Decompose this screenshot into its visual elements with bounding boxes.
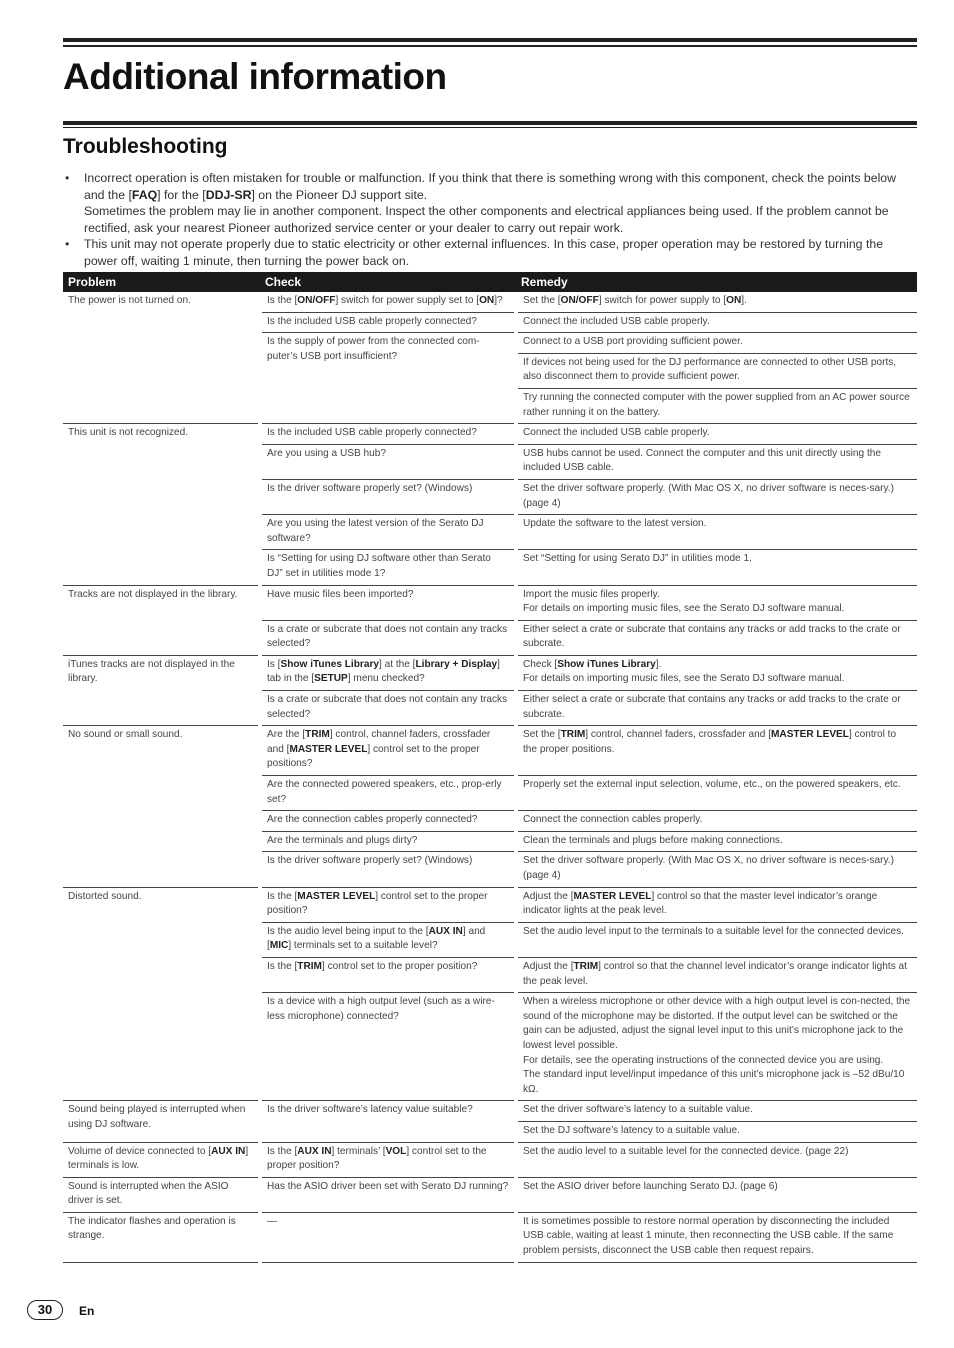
check-cell: — [260,1212,516,1262]
problem-cell: The indicator flashes and operation is strange. [63,1212,260,1262]
problem-cell: Tracks are not displayed in the library. [63,585,260,655]
table-row [63,726,917,776]
remedy-cell: Connect the included USB cable properly. [516,312,917,333]
problem-cell: No sound or small sound. [63,726,260,887]
remedy-cell: Try running the connected computer with the power supplied from an AC power source rather running it on the battery. [516,388,917,423]
table-row [63,1212,917,1262]
troubleshooting-table [63,272,917,1263]
check-cell: Is the [AUX IN] terminals’ [VOL] control set to the proper position? [260,1142,516,1177]
remedy-cell: Either select a crate or subcrate that contains any tracks or add tracks to the crate or subcrate. [516,620,917,655]
table-body [63,292,917,1262]
table-row [63,424,917,445]
top-rule [63,38,917,47]
check-cell: Is the [ON/OFF] switch for power supply set to [ON]? [260,292,516,312]
check-cell: Are you using the latest version of the Serato DJ software? [260,515,516,550]
check-cell: Are the connected powered speakers, etc., prop-erly set? [260,776,516,811]
remedy-cell: Set the [ON/OFF] switch for power supply to [ON]. [516,292,917,312]
remedy-cell: Set “Setting for using Serato DJ” in utilities mode 1. [516,550,917,585]
table-row [63,887,917,922]
check-cell: Have music files been imported? [260,585,516,620]
check-cell: Is “Setting for using DJ software other than Serato DJ” set in utilities mode 1? [260,550,516,585]
problem-cell: The power is not turned on. [63,292,260,424]
check-cell: Are you using a USB hub? [260,444,516,479]
remedy-cell: Set the audio level input to the terminals to a suitable level for the connected devices. [516,922,917,957]
check-cell: Is a crate or subcrate that does not contain any tracks selected? [260,691,516,726]
remedy-cell: If devices not being used for the DJ performance are connected to other USB ports, also disconnect them to provide sufficient power. [516,353,917,388]
language-label: En [79,1304,95,1318]
table-row [63,655,917,690]
table-row [63,292,917,312]
remedy-cell: Import the music files properly. For details on importing music files, see the Serato DJ software manual. [516,585,917,620]
remedy-cell: USB hubs cannot be used. Connect the computer and this unit directly using the included USB cable. [516,444,917,479]
check-cell: Is the [MASTER LEVEL] control set to the proper position? [260,887,516,922]
header-problem: Problem [63,272,260,292]
check-cell: Are the connection cables properly connected? [260,811,516,832]
remedy-cell: Check [Show iTunes Library]. For details on importing music files, see the Serato DJ software manual. [516,655,917,690]
remedy-cell: Connect the connection cables properly. [516,811,917,832]
problem-cell: Volume of device connected to [AUX IN] terminals is low. [63,1142,260,1177]
check-cell: Is [Show iTunes Library] at the [Library + Display] tab in the [SETUP] menu checked? [260,655,516,690]
problem-cell: This unit is not recognized. [63,424,260,585]
problem-cell: Distorted sound. [63,887,260,1101]
check-cell: Is the driver software properly set? (Windows) [260,479,516,514]
remedy-cell: Connect the included USB cable properly. [516,424,917,445]
remedy-cell: Set the driver software’s latency to a suitable value. [516,1101,917,1122]
remedy-cell: Set the driver software properly. (With Mac OS X, no driver software is neces-sary.) (page 4) [516,479,917,514]
check-cell: Is the included USB cable properly connected? [260,424,516,445]
check-cell: Has the ASIO driver been set with Serato DJ running? [260,1177,516,1212]
check-cell: Is the audio level being input to the [AUX IN] and [MIC] terminals set to a suitable level? [260,922,516,957]
table-header-row [63,272,917,292]
table-row [63,585,917,620]
intro-bullet: • This unit may not operate properly due to static electricity or other external influences. In this case, proper operation may be restored by turning the power off, waiting 1 minute, then turning the power back on. [63,236,917,269]
check-cell: Is the included USB cable properly connected? [260,312,516,333]
remedy-cell: Set the audio level to a suitable level for the connected device. (page 22) [516,1142,917,1177]
remedy-cell: Either select a crate or subcrate that contains any tracks or add tracks to the crate or subcrate. [516,691,917,726]
remedy-cell: Adjust the [TRIM] control so that the channel level indicator’s orange indicator lights at the peak level. [516,957,917,992]
check-cell: Is a device with a high output level (such as a wire-less microphone) connected? [260,993,516,1101]
header-remedy: Remedy [516,272,917,292]
remedy-cell: Set the DJ software’s latency to a suitable value. [516,1121,917,1142]
table-row [63,1142,917,1177]
check-cell: Is the driver software’s latency value suitable? [260,1101,516,1142]
intro-bullet: • Incorrect operation is often mistaken for trouble or malfunction. If you think that there is something wrong with this component, check the points below and the [FAQ] for the [DDJ-SR] on the Pioneer DJ support site. Sometimes the problem may lie in another component. Inspect the other components and electrical appliances being used. If the problem cannot be rectified, ask your nearest Pioneer authorized service center or your dealer to carry out repair work. [63,170,917,236]
section-heading: Troubleshooting [63,135,228,158]
table-row [63,1101,917,1122]
remedy-cell: Set the ASIO driver before launching Serato DJ. (page 6) [516,1177,917,1212]
remedy-cell: Set the [TRIM] control, channel faders, crossfader and [MASTER LEVEL] control to the proper positions. [516,726,917,776]
check-cell: Is a crate or subcrate that does not contain any tracks selected? [260,620,516,655]
remedy-cell: Adjust the [MASTER LEVEL] control so that the master level indicator’s orange indicator lights at the peak level. [516,887,917,922]
problem-cell: Sound is interrupted when the ASIO driver is set. [63,1177,260,1212]
page-title: Additional information [63,56,447,97]
check-cell: Are the terminals and plugs dirty? [260,831,516,852]
remedy-cell: Clean the terminals and plugs before making connections. [516,831,917,852]
table-row [63,1177,917,1212]
remedy-cell: It is sometimes possible to restore normal operation by disconnecting the included USB cable, waiting at least 1 minute, then reconnecting the USB cable. If the same problem persists, disconnect the USB cable then request repairs. [516,1212,917,1262]
check-cell: Is the [TRIM] control set to the proper position? [260,957,516,992]
remedy-cell: Update the software to the latest version. [516,515,917,550]
check-cell: Is the supply of power from the connected com-puter’s USB port insufficient? [260,333,516,424]
intro-list [63,170,917,269]
problem-cell: Sound being played is interrupted when using DJ software. [63,1101,260,1142]
header-check: Check [260,272,516,292]
check-cell: Are the [TRIM] control, channel faders, crossfader and [MASTER LEVEL] control set to the proper positions? [260,726,516,776]
remedy-cell: When a wireless microphone or other device with a high output level is con-nected, the sound of the microphone may be distorted. If the output level can be switched or the gain can be adjusted, adjust the signal level input to this unit’s microphone jack to the lowest level possible. For details, see the operating instructions of the connected device you are using. The standard input level/input impedance of this unit’s microphone jack is –52 dBu/10 kΩ. [516,993,917,1101]
remedy-cell: Set the driver software properly. (With Mac OS X, no driver software is neces-sary.) (page 4) [516,852,917,887]
remedy-cell: Properly set the external input selection, volume, etc., on the powered speakers, etc. [516,776,917,811]
check-cell: Is the driver software properly set? (Windows) [260,852,516,887]
remedy-cell: Connect to a USB port providing sufficient power. [516,333,917,354]
page-number: 30 [27,1300,63,1320]
problem-cell: iTunes tracks are not displayed in the library. [63,655,260,725]
section-rule [63,121,917,128]
